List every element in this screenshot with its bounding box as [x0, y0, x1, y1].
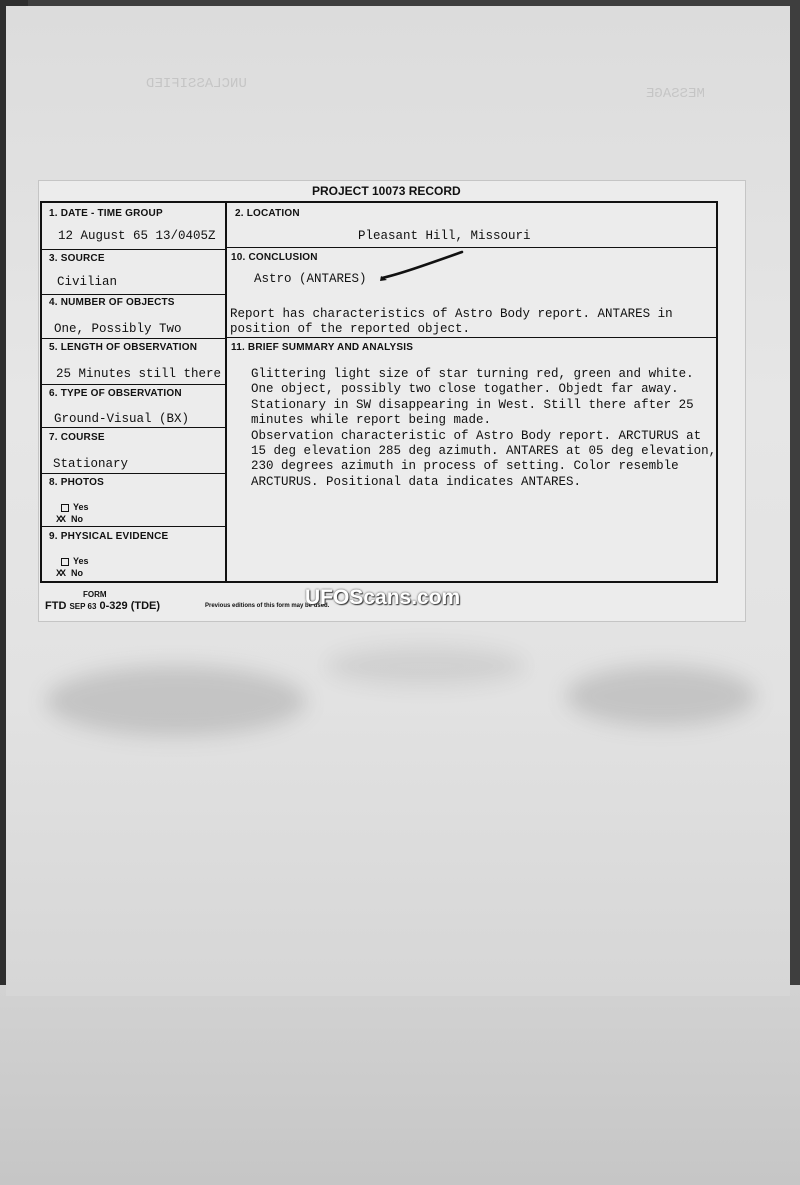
- form-title: PROJECT 10073 RECORD: [312, 184, 461, 198]
- summary-line: minutes while report being made.: [251, 413, 492, 428]
- summary-line: Stationary in SW disappearing in West. Still there after 25: [251, 397, 694, 412]
- footer-form-id: [45, 600, 160, 612]
- row-divider: [41, 249, 226, 250]
- value-source: Civilian: [57, 275, 118, 289]
- label-photos: 8. PHOTOS: [49, 477, 104, 488]
- lower-background: [0, 985, 800, 1185]
- photos-no-option: [56, 514, 83, 524]
- evidence-yes-label: Yes: [73, 556, 89, 566]
- value-number-of-objects: One, Possibly Two: [54, 322, 182, 336]
- row-divider: [41, 294, 226, 295]
- summary-line: One object, possibly two close togather. Objedt far away.: [251, 382, 679, 397]
- conclusion-remark-line-2: position of the reported object.: [230, 322, 471, 336]
- summary-line: Glittering light size of star turning red, green and white.: [251, 367, 694, 381]
- label-summary: 11. BRIEF SUMMARY AND ANALYSIS: [231, 342, 414, 353]
- value-date-time: 12 August 65 13/0405Z: [58, 229, 216, 243]
- label-date-time: 1. DATE - TIME GROUP: [49, 208, 163, 219]
- label-source: 3. SOURCE: [49, 253, 105, 264]
- value-location: Pleasant Hill, Missouri: [358, 229, 531, 243]
- conclusion-remark-line-1: Report has characteristics of Astro Body report. ANTARES in: [230, 307, 673, 321]
- row-divider: [226, 247, 718, 248]
- summary-text: [251, 367, 716, 490]
- value-conclusion: Astro (ANTARES): [254, 272, 367, 286]
- value-type-of-observation: Ground-Visual (BX): [54, 412, 190, 426]
- row-divider: [41, 427, 226, 428]
- evidence-yes-option: [61, 556, 89, 566]
- column-divider: [225, 202, 227, 582]
- photos-yes-label: Yes: [73, 502, 89, 512]
- label-physical-evidence: 9. PHYSICAL EVIDENCE: [49, 531, 169, 542]
- footer-form-number: 0-329 (TDE): [99, 600, 161, 612]
- photos-yes-option: [61, 502, 89, 512]
- photos-no-check-mark: XX: [56, 514, 65, 524]
- label-course: 7. COURSE: [49, 432, 105, 443]
- row-divider: [226, 337, 718, 338]
- evidence-no-label: No: [71, 568, 83, 578]
- label-type-of-observation: 6. TYPE OF OBSERVATION: [49, 388, 182, 399]
- photos-no-label: No: [71, 514, 83, 524]
- label-number-of-objects: 4. NUMBER OF OBJECTS: [49, 297, 175, 308]
- evidence-yes-checkbox: [61, 558, 69, 566]
- watermark: UFOScans.com: [305, 586, 461, 609]
- row-divider: [41, 473, 226, 474]
- value-course: Stationary: [53, 457, 129, 471]
- check-stroke: [378, 250, 468, 284]
- summary-line: ARCTURUS. Positional data indicates ANTARES.: [251, 474, 582, 489]
- label-length-of-observation: 5. LENGTH OF OBSERVATION: [49, 342, 198, 353]
- footer-previous-editions: Previous editions of this form may be used.: [205, 603, 330, 609]
- footer-form-word: FORM: [83, 590, 107, 599]
- value-length-of-observation: 25 Minutes still there: [56, 367, 222, 381]
- label-conclusion: 10. CONCLUSION: [231, 252, 318, 263]
- smudge: [326, 646, 526, 686]
- row-divider: [41, 338, 226, 339]
- bleed-through-unclassified: UNCLASSIFIED: [146, 76, 247, 92]
- smudge: [566, 666, 756, 726]
- footer-date: SEP 63: [69, 602, 97, 611]
- summary-line: Observation characteristic of Astro Body report. ARCTURUS at: [251, 428, 702, 443]
- bleed-through-message: MESSAGE: [646, 86, 705, 102]
- smudge: [46, 666, 306, 736]
- photos-yes-checkbox: [61, 504, 69, 512]
- label-location: 2. LOCATION: [235, 208, 300, 219]
- summary-line: 230 degrees azimuth in process of setting. Color resemble: [251, 459, 679, 474]
- row-divider: [41, 384, 226, 385]
- summary-line: 15 deg elevation 285 deg azimuth. ANTARES at 05 deg elevation,: [251, 444, 717, 459]
- evidence-no-check-mark: XX: [56, 568, 65, 578]
- footer-ftd: FTD: [45, 600, 67, 612]
- row-divider: [41, 526, 226, 527]
- evidence-no-option: [56, 568, 83, 578]
